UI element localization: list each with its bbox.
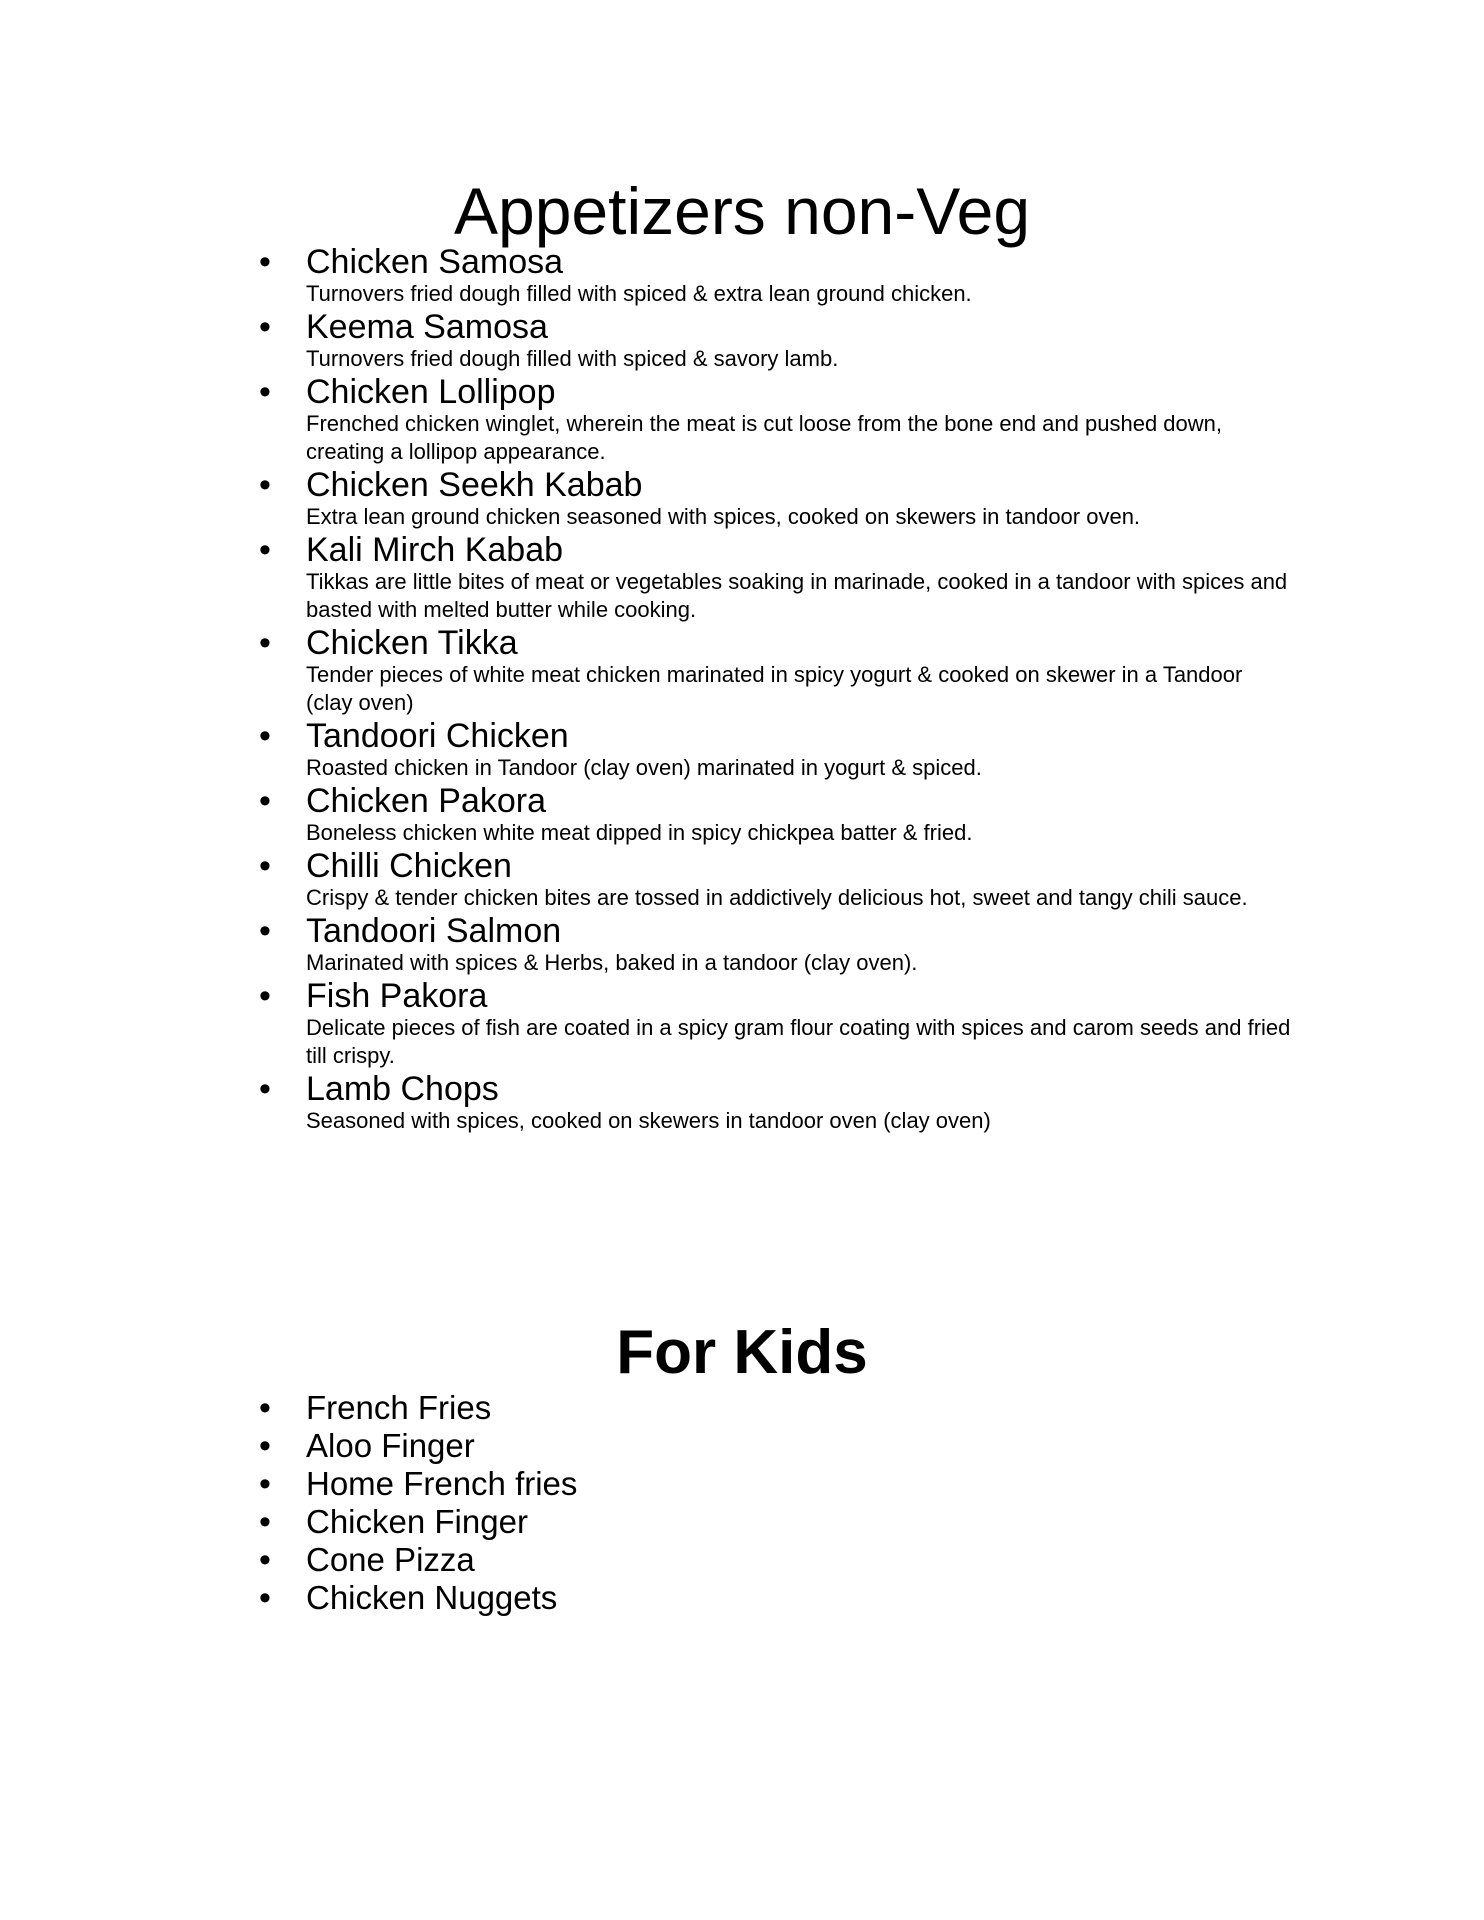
item-name: Chicken Pakora <box>306 782 547 820</box>
item-name: Cone Pizza <box>306 1541 475 1578</box>
item-name: Chicken Samosa <box>306 243 564 281</box>
item-name: Chicken Lollipop <box>306 373 556 411</box>
appetizer-item <box>0 375 1484 466</box>
appetizer-item <box>0 1072 1484 1137</box>
appetizers-title: Appetizers non-Veg <box>453 174 1031 248</box>
kids-item <box>0 1465 1484 1503</box>
appetizer-item <box>0 979 1484 1070</box>
item-description: Crispy & tender chicken bites are tossed in addictively delicious hot, sweet and tangy chili sauce. <box>306 885 1248 910</box>
item-description: Marinated with spices & Herbs, baked in a tandoor (clay oven). <box>306 950 918 975</box>
bullet-icon: • <box>259 466 271 504</box>
bullet-icon: • <box>259 624 271 662</box>
bullet-icon: • <box>259 717 271 755</box>
kids-title: For Kids <box>616 1318 868 1387</box>
item-description: Tikkas are little bites of meat or vegetables soaking in marinade, cooked in a tandoor with spices and basted with melted butter while cooking. <box>306 569 1288 622</box>
item-name: Aloo Finger <box>306 1427 475 1464</box>
item-name: Keema Samosa <box>306 308 548 346</box>
item-name: Kali Mirch Kabab <box>306 531 564 569</box>
appetizer-item <box>0 719 1484 784</box>
appetizer-item <box>0 784 1484 849</box>
bullet-icon: • <box>259 1389 271 1427</box>
bullet-icon: • <box>259 1427 271 1465</box>
kids-item <box>0 1503 1484 1541</box>
item-name: French Fries <box>306 1389 492 1426</box>
bullet-icon: • <box>259 1541 271 1579</box>
appetizer-item <box>0 914 1484 979</box>
item-description: Tender pieces of white meat chicken marinated in spicy yogurt & cooked on skewer in a Tandoor (clay oven) <box>306 662 1243 715</box>
item-description: Turnovers fried dough filled with spiced & extra lean ground chicken. <box>306 281 972 306</box>
bullet-icon: • <box>259 1579 271 1617</box>
bullet-icon: • <box>259 977 271 1015</box>
item-description: Frenched chicken winglet, wherein the meat is cut loose from the bone end and pushed down, creating a lollipop appearance. <box>306 411 1222 464</box>
item-description: Extra lean ground chicken seasoned with spices, cooked on skewers in tandoor oven. <box>306 504 1141 529</box>
item-name: Lamb Chops <box>306 1070 499 1108</box>
item-description: Delicate pieces of fish are coated in a spicy gram flour coating with spices and carom seeds and fried till crispy. <box>306 1015 1291 1068</box>
bullet-icon: • <box>259 912 271 950</box>
item-description: Roasted chicken in Tandoor (clay oven) marinated in yogurt & spiced. <box>306 755 982 780</box>
item-name: Chicken Nuggets <box>306 1579 558 1616</box>
appetizer-list <box>0 245 1484 1137</box>
appetizer-item <box>0 849 1484 914</box>
kids-item <box>0 1389 1484 1427</box>
item-name: Home French fries <box>306 1465 578 1502</box>
kids-item <box>0 1579 1484 1617</box>
bullet-icon: • <box>259 782 271 820</box>
bullet-icon: • <box>259 1070 271 1108</box>
item-name: Fish Pakora <box>306 977 488 1015</box>
bullet-icon: • <box>259 847 271 885</box>
bullet-icon: • <box>259 531 271 569</box>
item-name: Tandoori Chicken <box>306 717 569 755</box>
bullet-icon: • <box>259 308 271 346</box>
item-description: Turnovers fried dough filled with spiced & savory lamb. <box>306 346 839 371</box>
item-name: Chicken Seekh Kabab <box>306 466 643 504</box>
bullet-icon: • <box>259 1465 271 1503</box>
appetizer-item <box>0 310 1484 375</box>
bullet-icon: • <box>259 1503 271 1541</box>
appetizer-item <box>0 533 1484 624</box>
item-name: Chilli Chicken <box>306 847 512 885</box>
item-name: Chicken Finger <box>306 1503 528 1540</box>
item-description: Seasoned with spices, cooked on skewers in tandoor oven (clay oven) <box>306 1108 991 1133</box>
appetizer-item <box>0 245 1484 310</box>
item-name: Tandoori Salmon <box>306 912 562 950</box>
appetizer-item <box>0 626 1484 717</box>
kids-list <box>0 1389 1484 1617</box>
appetizer-item <box>0 468 1484 533</box>
kids-item <box>0 1541 1484 1579</box>
item-name: Chicken Tikka <box>306 624 518 662</box>
item-description: Boneless chicken white meat dipped in spicy chickpea batter & fried. <box>306 820 973 845</box>
bullet-icon: • <box>259 373 271 411</box>
kids-item <box>0 1427 1484 1465</box>
bullet-icon: • <box>259 243 271 281</box>
